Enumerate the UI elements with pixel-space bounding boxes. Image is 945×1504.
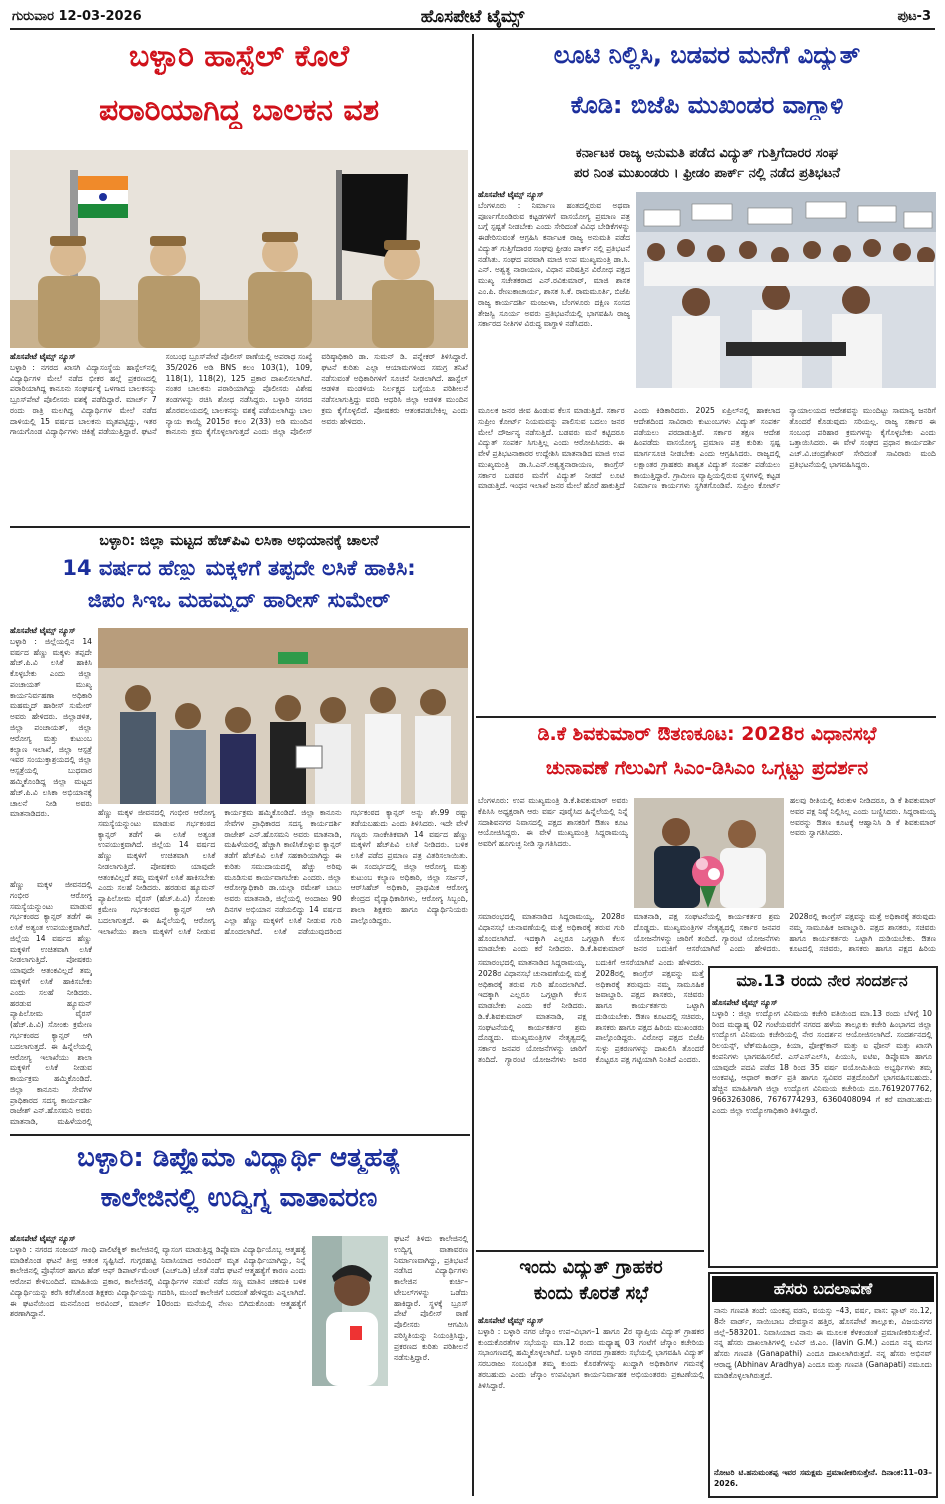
diploma-story bbox=[10, 1138, 468, 1496]
hpv-kicker: ಬಳ್ಳಾರಿ: ಜಿಲ್ಲಾ ಮಟ್ಟದ ಹೆಚ್‌ಪಿವಿ ಲಸಿಕಾ ಅಭಿಯಾನಕ್ಕೆ ಚಾಲನೆ bbox=[99, 533, 379, 549]
diploma-right-body bbox=[394, 1234, 468, 1494]
meeting-body bbox=[478, 1316, 704, 1494]
divider bbox=[476, 1250, 704, 1252]
hpv-main-body bbox=[98, 808, 468, 1128]
dks-left-text: ಬೆಂಗಳೂರು: ಉಪ ಮುಖ್ಯಮಂತ್ರಿ ಡಿ.ಕೆ.ಶಿವಕುಮಾರ್ ಅವರು ಕೆಪಿಸಿಸಿ ಅಧ್ಯಕ್ಷರಾಗಿ ಆರು ವರ್ಷ ಪೂರೈಸಿದ ಹಿನ್ನೆಲೆಯಲ್ಲಿ ನಿನ್ನೆ ಸದಾಶಿವನಗರ ನಿವಾಸದಲ್ಲಿ ಪಕ್ಷದ ಶಾಸಕರಿಗೆ ಔತಣ ಕೂಟ ಆಯೋಜಿಸಿದ್ದರು. ಈ ವೇಳೆ ಮುಖ್ಯಮಂತ್ರಿ ಸಿದ್ದರಾಮಯ್ಯ ಅವರಿಗೆ ಹೂಗುಚ್ಛ ನೀಡಿ ಸ್ವಾಗತಿಸಿದರು. bbox=[478, 796, 628, 849]
protest-headline-line1: ಲೂಟಿ ನಿಲ್ಲಿಸಿ, ಬಡವರ ಮನೆಗೆ ವಿದ್ಯುತ್ bbox=[553, 42, 861, 69]
meeting-headline-line2: ಕುಂದು ಕೊರತೆ ಸಭೆ bbox=[533, 1284, 649, 1304]
name-change-footer: ನೋಟರಿ ಟಿ.ಹನುಮಂತಪ್ಪ ಇವರ ಸಮಕ್ಷಮ ಪ್ರಮಾಣೀಕರಿಸುತ್ತೇನೆ. ದಿನಾಂಕ:11–03–2026. bbox=[714, 1468, 932, 1488]
protest-kicker-line2: ಪರ ನಿಂತ ಮುಖಂಡರು । ಫ್ರೀಡಂ ಪಾರ್ಕ್ ನಲ್ಲಿ ನಡೆದ ಪ್ರತಿಭಟನೆ bbox=[573, 166, 841, 181]
diploma-byline: ಹೊಸಪೇಟೆ ಟೈಮ್ಸ್ ನ್ಯೂಸ್ bbox=[10, 1234, 76, 1243]
diploma-right-text: ಘಟನೆ ತಿಳಿದು ಕಾಲೇಜಿನಲ್ಲಿ ಉದ್ವಿಗ್ನ ವಾತಾವರಣ ನಿರ್ಮಾಣವಾಗಿದ್ದು, ಪ್ರತಿಭಟನೆ ನಡೆಸಿದ ವಿದ್ಯಾರ್ಥಿಗಳು ಕಾಲೇಜಿನ ಕುರ್ಚಿ–ಟೇಬಲ್‌ಗಳನ್ನು ಒಡೆದು ಹಾಕಿದ್ದಾರೆ. ಸ್ಥಳಕ್ಕೆ ಬ್ರೂಸ್ ಪೇಟೆ ಪೊಲೀಸ್ ಠಾಣೆ ಪೊಲೀಸರು ಆಗಮಿಸಿ ಪರಿಸ್ಥಿತಿಯನ್ನು ನಿಯಂತ್ರಿಸಿದ್ದು, ಪ್ರಕರಣದ ಕುರಿತು ಪರಿಶೀಲನೆ ನಡೆಸುತ್ತಿದ್ದಾರೆ. bbox=[394, 1234, 468, 1362]
page-number: ಪುಟ-3 bbox=[897, 9, 931, 24]
protest-top-text: ಬೆಂಗಳೂರು : ನಿರ್ಮಾಣ ಹಂತದಲ್ಲಿರುವ ಅಥವಾ ಪೂರ್ಣಗೊಂಡಿರುವ ಕಟ್ಟಡಗಳಿಗೆ ವಾಸಯೋಗ್ಯ ಪ್ರಮಾಣ ಪತ್ರ ಬಗ್ಗೆ ಸ್ಪಷ್ಟತೆ ನೀಡಬೇಕು ಎಂದು ಸೇರಿದಂತೆ ವಿವಿಧ ಬೇಡಿಕೆಗಳನ್ನು ಈಡೇರಿಸುವಂತೆ ಆಗ್ರಹಿಸಿ ಕರ್ನಾಟಕ ರಾಜ್ಯ ಅನುಮತಿ ಪಡೆದ ವಿದ್ಯುತ್ ಗುತ್ತಿಗೆದಾರರ ಸಂಘವು ಫ್ರೀಡಂ ಪಾರ್ಕ್ ನಲ್ಲಿ ಪ್ರತಿಭಟನೆ ನಡೆಸಿತು. ಸಂಘದ ಪರವಾಗಿ ಮಾಜಿ ಉಪ ಮುಖ್ಯಮಂತ್ರಿ ಡಾ.ಸಿ. ಎನ್. ಅಶ್ವತ್ಥ ನಾರಾಯಣ, ವಿಧಾನ ಪರಿಷತ್ತಿನ ವಿರೋಧ ಪಕ್ಷದ ಮುಖ್ಯ ಸಚೇತಕರಾದ ಎನ್.ರವಿಕುಮಾರ್, ಮಾಜಿ ಶಾಸಕ ಎಂ.ಪಿ. ರೇಣುಕಾಚಾರ್ಯ, ಶಾಸಕ ಸಿ.ಕೆ. ರಾಮಮೂರ್ತಿ, ಬಿಜೆಪಿ ರಾಜ್ಯ ಕಾರ್ಯದರ್ಶಿ ಮಂಜುಳಾ, ಬೆಂಗಳೂರು ದಕ್ಷಿಣ ಸಂಸದ ತೇಜಸ್ವಿ ಸೂರ್ಯ ಅವರು ಪ್ರತಿಭಟನೆಯಲ್ಲಿ ಭಾಗವಹಿಸಿ ರಾಜ್ಯ ಸರ್ಕಾರದ ನೀತಿಗಳ ವಿರುದ್ಧ ವಾಗ್ದಾಳಿ ನಡೆಸಿದರು. bbox=[478, 200, 630, 329]
protest-byline: ಹೊಸಪೇಟೆ ಟೈಮ್ಸ್ ನ್ಯೂಸ್ bbox=[478, 190, 544, 199]
name-change-body bbox=[714, 1306, 932, 1466]
hostel-story bbox=[10, 34, 468, 522]
dks-cont-text: ಸಮಾರಂಭದಲ್ಲಿ ಮಾತನಾಡಿದ ಸಿದ್ದರಾಮಯ್ಯ, 2028ರ ವಿಧಾನಸಭೆ ಚುನಾವಣೆಯಲ್ಲಿ ಮತ್ತೆ ಅಧಿಕಾರಕ್ಕೆ ತರುವ ಗುರಿ ಹೊಂದಲಾಗಿದೆ. ಇದಕ್ಕಾಗಿ ಎಲ್ಲರೂ ಒಗ್ಗಟ್ಟಾಗಿ ಕೆಲಸ ಮಾಡಬೇಕು ಎಂದು ಕರೆ ನೀಡಿದರು. ಡಿ.ಕೆ.ಶಿವಕುಮಾರ್ ಮಾತನಾಡಿ, ಪಕ್ಷ ಸಂಘಟನೆಯಲ್ಲಿ ಕಾರ್ಯಕರ್ತರ ಶ್ರಮ ದೊಡ್ಡದು. ಮುಖ್ಯಮಂತ್ರಿಗಳ ನೇತೃತ್ವದಲ್ಲಿ ಸರ್ಕಾರ ಜನಪರ ಯೋಜನೆಗಳನ್ನು ಜಾರಿಗೆ ತಂದಿದೆ. ಗ್ಯಾರಂಟಿ ಯೋಜನೆಗಳು ಜನರ ಬದುಕಿಗೆ ಆಸರೆಯಾಗಿವೆ ಎಂದು ಹೇಳಿದರು. 2028ರಲ್ಲಿ ಕಾಂಗ್ರೆಸ್ ಪಕ್ಷವನ್ನು ಮತ್ತೆ ಅಧಿಕಾರಕ್ಕೆ ತರುವುದು ನಮ್ಮ ಸಾಮೂಹಿಕ ಜವಾಬ್ದಾರಿ. ಪಕ್ಷದ ಶಾಸಕರು, ಸಚಿವರು ಹಾಗೂ ಕಾರ್ಯಕರ್ತರು ಒಟ್ಟಾಗಿ ದುಡಿಯಬೇಕು. ಔತಣ ಕೂಟದಲ್ಲಿ ಸಚಿವರು, ಶಾಸಕರು ಹಾಗೂ ಪಕ್ಷದ ಹಿರಿಯ ಮುಖಂಡರು ಪಾಲ್ಗೊಂಡಿದ್ದರು. ವಿರೋಧ ಪಕ್ಷದ ಬಿಜೆಪಿ ಸುಳ್ಳು ಪ್ರಕರಣಗಳನ್ನು ದಾಖಲಿಸಿ ತೊಂದರೆ ಕೊಟ್ಟರೂ ಪಕ್ಷ ಗಟ್ಟಿಯಾಗಿ ನಿಂತಿದೆ ಎಂದರು. bbox=[478, 958, 704, 1065]
student-portrait bbox=[312, 1236, 388, 1386]
meeting-story bbox=[478, 1254, 704, 1496]
mar13-byline: ಹೊಸಪೇಟೆ ಟೈಮ್ಸ್ ನ್ಯೂಸ್ bbox=[712, 998, 778, 1007]
dks-bottom-body bbox=[478, 912, 936, 956]
hpv-event-photo bbox=[98, 628, 468, 804]
dks-bottom-text: ಸಮಾರಂಭದಲ್ಲಿ ಮಾತನಾಡಿದ ಸಿದ್ದರಾಮಯ್ಯ, 2028ರ ವಿಧಾನಸಭೆ ಚುನಾವಣೆಯಲ್ಲಿ ಮತ್ತೆ ಅಧಿಕಾರಕ್ಕೆ ತರುವ ಗುರಿ ಹೊಂದಲಾಗಿದೆ. ಇದಕ್ಕಾಗಿ ಎಲ್ಲರೂ ಒಗ್ಗಟ್ಟಾಗಿ ಕೆಲಸ ಮಾಡಬೇಕು ಎಂದು ಕರೆ ನೀಡಿದರು. ಡಿ.ಕೆ.ಶಿವಕುಮಾರ್ ಮಾತನಾಡಿ, ಪಕ್ಷ ಸಂಘಟನೆಯಲ್ಲಿ ಕಾರ್ಯಕರ್ತರ ಶ್ರಮ ದೊಡ್ಡದು. ಮುಖ್ಯಮಂತ್ರಿಗಳ ನೇತೃತ್ವದಲ್ಲಿ ಸರ್ಕಾರ ಜನಪರ ಯೋಜನೆಗಳನ್ನು ಜಾರಿಗೆ ತಂದಿದೆ. ಗ್ಯಾರಂಟಿ ಯೋಜನೆಗಳು ಜನರ ಬದುಕಿಗೆ ಆಸರೆಯಾಗಿವೆ ಎಂದು ಹೇಳಿದರು. 2028ರಲ್ಲಿ ಕಾಂಗ್ರೆಸ್ ಪಕ್ಷವನ್ನು ಮತ್ತೆ ಅಧಿಕಾರಕ್ಕೆ ತರುವುದು ನಮ್ಮ ಸಾಮೂಹಿಕ ಜವಾಬ್ದಾರಿ. ಪಕ್ಷದ ಶಾಸಕರು, ಸಚಿವರು ಹಾಗೂ ಕಾರ್ಯಕರ್ತರು ಒಟ್ಟಾಗಿ ದುಡಿಯಬೇಕು. ಔತಣ ಕೂಟದಲ್ಲಿ ಸಚಿವರು, ಶಾಸಕರು ಹಾಗೂ ಪಕ್ಷದ ಹಿರಿಯ bbox=[478, 912, 936, 954]
dks-headline-line2: ಚುನಾವಣೆ ಗೆಲುವಿಗೆ ಸಿಎಂ-ಡಿಸಿಎಂ ಒಗ್ಗಟ್ಟು ಪ್ರದರ್ಶನ bbox=[545, 758, 869, 779]
diploma-headline-line2: ಕಾಲೇಜಿನಲ್ಲಿ ಉದ್ವಿಗ್ನ ವಾತಾವರಣ bbox=[100, 1184, 378, 1213]
hpv-side-text-cont: ಹೆಣ್ಣು ಮಕ್ಕಳ ಜೀವನದಲ್ಲಿ ಗಂಭೀರ ಆರೋಗ್ಯ ಸಮಸ್ಯೆಯನ್ನುಂಟು ಮಾಡುವ ಗರ್ಭಕಂಠದ ಕ್ಯಾನ್ಸರ್ ತಡೆಗೆ ಈ ಲಸಿಕೆ ಅತ್ಯಂತ ಉಪಯುಕ್ತವಾಗಿದೆ. ಜಿಲ್ಲೆಯ 14 ವರ್ಷದ ಹೆಣ್ಣು ಮಕ್ಕಳಿಗೆ ಉಚಿತವಾಗಿ ಲಸಿಕೆ ನೀಡಲಾಗುತ್ತಿದೆ. ಪೋಷಕರು ಯಾವುದೇ ಆತಂಕವಿಲ್ಲದೆ ತಮ್ಮ ಮಕ್ಕಳಿಗೆ ಲಸಿಕೆ ಹಾಕಿಸಬೇಕು ಎಂದು ಸಲಹೆ ನೀಡಿದರು. ಹರಡುವ ಹ್ಯೂಮನ್ ಪ್ಯಾಪಿಲೋಮ ವೈರಸ್ (ಹೆಚ್.ಪಿ.ವಿ) ಸೋಂಕು ಕ್ರಮೇಣ ಗರ್ಭಕಂಠದ ಕ್ಯಾನ್ಸರ್ ಆಗಿ ಬದಲಾಗುತ್ತದೆ. ಈ ಹಿನ್ನೆಲೆಯಲ್ಲಿ ಆರೋಗ್ಯ ಇಲಾಖೆಯು ಶಾಲಾ ಮಕ್ಕಳಿಗೆ ಲಸಿಕೆ ನೀಡುವ ಕಾರ್ಯಕ್ರಮ ಹಮ್ಮಿಕೊಂಡಿದೆ. ಜಿಲ್ಲಾ ಕಾನೂನು ಸೇವೆಗಳ ಪ್ರಾಧಿಕಾರದ ಸದಸ್ಯ ಕಾರ್ಯದರ್ಶಿ ರಾಜೇಶ್ ಎನ್.ಹೊಸಮನಿ ಅವರು ಮಾತನಾಡಿ, ಮಹಿಳೆಯರಲ್ಲಿ bbox=[10, 880, 92, 1127]
name-change-text: ನಾನು ಗಣಪತಿ ತಂದೆ: ಯಂಕಪ್ಪ ವಡನಿ, ವಯಸ್ಸು –43, ವರ್ಷ, ವಾಸ: ಫ್ಲಾಟ್ ನಂ.12, 8ನೇ ವಾರ್ಡ್, ಸಾಯಿಬಾಬ ದೇವಸ್ಥಾನ ಹತ್ತಿರ, ಹೊಸಪೇಟೆ ತಾಲ್ಲೂಕು, ವಿಜಯನಗರ ಜಿಲ್ಲೆ–583201. ನಿವಾಸಿಯಾದ ನಾನು ಈ ಮೂಲಕ ಕೆಳಕಂಡಂತೆ ಪ್ರಮಾಣೀಕರಿಸುತ್ತೇನೆ. ನನ್ನ ಹೆಸರು ದಾಖಲಾತಿಗಳಲ್ಲಿ ಲವಿನ್ ಜಿ.ಎಂ. (lavin G.M.) ಎಂದೂ ನನ್ನ ಮಗನ ಹೆಸರು ಗಣಪತಿ (Ganapathi) ಎಂದೂ ದಾಖಲಾಗಿರುತ್ತದೆ. ನನ್ನ ಹೆಸರು ಅಭಿನವ್ ಆರಾಧ್ಯ (Abhinav Aradhya) ಎಂದೂ ಮತ್ತು ಗಣಪತಿ (Ganapati) ನಮೂದು ಮಾಡಿಕೊಳ್ಳಲಾಗಿರುತ್ತದೆ. bbox=[714, 1306, 932, 1380]
hpv-main-text: ಹೆಣ್ಣು ಮಕ್ಕಳ ಜೀವನದಲ್ಲಿ ಗಂಭೀರ ಆರೋಗ್ಯ ಸಮಸ್ಯೆಯನ್ನುಂಟು ಮಾಡುವ ಗರ್ಭಕಂಠದ ಕ್ಯಾನ್ಸರ್ ತಡೆಗೆ ಈ ಲಸಿಕೆ ಅತ್ಯಂತ ಉಪಯುಕ್ತವಾಗಿದೆ. ಜಿಲ್ಲೆಯ 14 ವರ್ಷದ ಹೆಣ್ಣು ಮಕ್ಕಳಿಗೆ ಉಚಿತವಾಗಿ ಲಸಿಕೆ ನೀಡಲಾಗುತ್ತಿದೆ. ಪೋಷಕರು ಯಾವುದೇ ಆತಂಕವಿಲ್ಲದೆ ತಮ್ಮ ಮಕ್ಕಳಿಗೆ ಲಸಿಕೆ ಹಾಕಿಸಬೇಕು ಎಂದು ಸಲಹೆ ನೀಡಿದರು. ಹರಡುವ ಹ್ಯೂಮನ್ ಪ್ಯಾಪಿಲೋಮ ವೈರಸ್ (ಹೆಚ್.ಪಿ.ವಿ) ಸೋಂಕು ಕ್ರಮೇಣ ಗರ್ಭಕಂಠದ ಕ್ಯಾನ್ಸರ್ ಆಗಿ ಬದಲಾಗುತ್ತದೆ. ಈ ಹಿನ್ನೆಲೆಯಲ್ಲಿ ಆರೋಗ್ಯ ಇಲಾಖೆಯು ಶಾಲಾ ಮಕ್ಕಳಿಗೆ ಲಸಿಕೆ ನೀಡುವ ಕಾರ್ಯಕ್ರಮ ಹಮ್ಮಿಕೊಂಡಿದೆ. ಜಿಲ್ಲಾ ಕಾನೂನು ಸೇವೆಗಳ ಪ್ರಾಧಿಕಾರದ ಸದಸ್ಯ ಕಾರ್ಯದರ್ಶಿ ರಾಜೇಶ್ ಎನ್.ಹೊಸಮನಿ ಅವರು ಮಾತನಾಡಿ, ಮಹಿಳೆಯರಲ್ಲಿ ಹೆಚ್ಚಾಗಿ ಕಾಣಿಸಿಕೊಳ್ಳುವ ಕ್ಯಾನ್ಸರ್ ತಡೆಗೆ ಹೆಚ್‌ಪಿವಿ ಲಸಿಕೆ ಸಹಕಾರಿಯಾಗಿದ್ದು ಈ ಕುರಿತು ಸಮುದಾಯದಲ್ಲಿ ಹೆಚ್ಚು ಅರಿವು ಮೂಡಿಸುವ ಕಾರ್ಯವಾಗಬೇಕು ಎಂದರು. ಜಿಲ್ಲಾ ಆರೋಗ್ಯಾಧಿಕಾರಿ ಡಾ.ಯಲ್ಲಾ ರಮೇಶ್ ಬಾಬು ಅವರು ಮಾತನಾಡಿ, ಜಿಲ್ಲೆಯಲ್ಲಿ ಅಂದಾಜು 90 ದಿನಗಳ ಅಭಿಯಾನ ನಡೆಯಲಿದ್ದು 14 ವರ್ಷದ ಎಲ್ಲಾ ಹೆಣ್ಣು ಮಕ್ಕಳಿಗೆ ಲಸಿಕೆ ನೀಡುವ ಗುರಿ ಹೊಂದಲಾಗಿದೆ. ಲಸಿಕೆ ಪಡೆಯುವುದರಿಂದ ಗರ್ಭಕಂಠದ ಕ್ಯಾನ್ಸರ್ ಅನ್ನು ಶೇ.99 ರಷ್ಟು ತಡೆಯಬಹುದು ಎಂದು ತಿಳಿಸಿದರು. ಇದೇ ವೇಳೆ ಗಣ್ಯರು ಸಾಂಕೇತಿಕವಾಗಿ 14 ವರ್ಷದ ಹೆಣ್ಣು ಮಕ್ಕಳಿಗೆ ಹೆಚ್‌ಪಿವಿ ಲಸಿಕೆ ನೀಡಿದರು. ಬಳಿಕ ಲಸಿಕೆ ಪಡೆದ ಪ್ರಮಾಣ ಪತ್ರ ವಿತರಿಸಲಾಯಿತು. ಈ ಸಂದರ್ಭದಲ್ಲಿ ಜಿಲ್ಲಾ ಆರೋಗ್ಯ ಮತ್ತು ಕುಟುಂಬ ಕಲ್ಯಾಣ ಅಧಿಕಾರಿ, ಜಿಲ್ಲಾ ಸರ್ಜನ್, ಆರ್‌ಸಿಹೆಚ್ ಅಧಿಕಾರಿ, ಪ್ರಾಥಮಿಕ ಆರೋಗ್ಯ ಕೇಂದ್ರದ ವೈದ್ಯಾಧಿಕಾರಿಗಳು, ಆರೋಗ್ಯ ಸಿಬ್ಬಂದಿ, ಶಾಲಾ ಶಿಕ್ಷಕರು ಹಾಗೂ ವಿದ್ಯಾರ್ಥಿನಿಯರು ಪಾಲ್ಗೊಂಡಿದ್ದರು. bbox=[98, 808, 468, 936]
hostel-body bbox=[10, 352, 468, 520]
dks-cont-body bbox=[478, 958, 704, 1246]
diploma-body bbox=[10, 1234, 306, 1494]
hpv-byline: ಹೊಸಪೇಟೆ ಟೈಮ್ಸ್ ನ್ಯೂಸ್ bbox=[10, 626, 76, 635]
mar13-body bbox=[712, 998, 932, 1258]
column-divider bbox=[472, 34, 474, 1496]
name-change-notice bbox=[714, 1306, 932, 1492]
mar13-text: ಬಳ್ಳಾರಿ : ಜಿಲ್ಲಾ ಉದ್ಯೋಗ ವಿನಿಮಯ ಕಚೇರಿ ವತಿಯಿಂದ ಮಾ.13 ರಂದು ಬೆಳಿಗ್ಗೆ 10 ರಿಂದ ಮಧ್ಯಾಹ್ನ 02 ಗಂಟೆಯವರೆಗೆ ನಗರದ ಹಳೆಯ ತಾಲ್ಲೂಕು ಕಚೇರಿ ಹಿಂಭಾಗದ ಜಿಲ್ಲಾ ಉದ್ಯೋಗ ವಿನಿಮಯ ಕಚೇರಿಯಲ್ಲಿ ನೇರ ಸಂದರ್ಶನ ಆಯೋಜಿಸಲಾಗಿದೆ. ಸಂದರ್ಶನದಲ್ಲಿ ರಿಲಯನ್ಸ್, ಟೆಕ್‌ಮಹಿಂದ್ರಾ, ಕಿಯಾ, ಫೋಕ್ಸ್‌ಕಾನ್ ಮತ್ತು ಐ ಫೋನ್ ಮತ್ತು ಖಾಸಗಿ ಕಂಪನಿಗಳು ಭಾಗವಹಿಸಲಿವೆ. ಎಸ್‌ಎಸ್‌ಎಲ್‌ಸಿ, ಪಿಯುಸಿ, ಐಟಿಐ, ಡಿಪ್ಲೊಮಾ ಹಾಗೂ ಯಾವುದೇ ಪದವಿ ಪಡೆದ 18 ರಿಂದ 35 ವರ್ಷ ವಯೋಮಿತಿಯ ಅಭ್ಯರ್ಥಿಗಳು ತಮ್ಮ ಅಂಕಪಟ್ಟಿ, ಆಧಾರ್ ಕಾರ್ಡ್ ಪ್ರತಿ ಹಾಗೂ ಸ್ವವಿವರ ಪತ್ರದೊಂದಿಗೆ ಭಾಗವಹಿಸಬಹುದು. ಹೆಚ್ಚಿನ ಮಾಹಿತಿಗಾಗಿ ಜಿಲ್ಲಾ ಉದ್ಯೋಗ ವಿನಿಮಯ ಕಚೇರಿಯ ದೂ.7619207762, 9663263086, 7676774293, 6360408094 ಗೆ ಕರೆ ಮಾಡಬಹುದು ಎಂದು ಜಿಲ್ಲಾ ಉದ್ಯೋಗಾಧಿಕಾರಿ ತಿಳಿಸಿದ್ದಾರೆ. bbox=[712, 1008, 932, 1115]
hpv-side-body bbox=[10, 626, 92, 876]
mar13-story bbox=[712, 970, 932, 1260]
divider bbox=[10, 526, 470, 528]
protest-photo-sidebody bbox=[636, 392, 936, 404]
dks-story-cont bbox=[478, 958, 704, 1248]
hostel-byline: ಹೊಸಪೇಟೆ ಟೈಮ್ಸ್ ನ್ಯೂಸ್ bbox=[10, 352, 76, 361]
dks-story bbox=[478, 720, 936, 956]
protest-main-body bbox=[478, 406, 936, 712]
hpv-headline-line1: 14 ವರ್ಷದ ಹೆಣ್ಣು ಮಕ್ಕಳಿಗೆ ತಪ್ಪದೇ ಲಸಿಕೆ ಹಾಕಿಸಿ: bbox=[62, 556, 416, 580]
meeting-headline-line1: ಇಂದು ವಿದ್ಯುತ್ ಗ್ರಾಹಕರ bbox=[519, 1258, 663, 1278]
diploma-text: ಬಳ್ಳಾರಿ : ನಗರದ ಸಂಜಯ್ ಗಾಂಧಿ ಪಾಲಿಟೆಕ್ನಿಕ್ ಕಾಲೇಜಿನಲ್ಲಿ ವ್ಯಾಸಂಗ ಮಾಡುತ್ತಿದ್ದ ಡಿಪ್ಲೊಮಾ ವಿದ್ಯಾರ್ಥಿಯೊಬ್ಬ ಆತ್ಮಹತ್ಯೆ ಮಾಡಿಕೊಂಡ ಘಟನೆ ತೀವ್ರ ಆತಂಕ ಸೃಷ್ಟಿಸಿದೆ. ಗುಗ್ಗರಹಟ್ಟಿ ನಿವಾಸಿಯಾದ ಅರವಿಂದ್ ಮೃತ ವಿದ್ಯಾರ್ಥಿಯಾಗಿದ್ದು, ನಿನ್ನೆ ಕಾಲೇಜಿನಲ್ಲಿ ಪ್ರೊಫೆಸರ್ ಹಾಗೂ ಹೆಡ್ ಆಫ್ ಡಿಪಾರ್ಟ್‌ಮೆಂಟ್ (ಎಚ್‌ಒಡಿ) ಜೊತೆ ನಡೆದ ಘಟನೆ ಆತ್ಮಹತ್ಯೆಗೆ ಕಾರಣ ಎಂದು ಆರೋಪ ಕೇಳಿಬಂದಿದೆ. ಮಾಹಿತಿಯ ಪ್ರಕಾರ, ಕಾಲೇಜಿನಲ್ಲಿ ವಿದ್ಯಾರ್ಥಿಗಳ ನಡುವೆ ನಡೆದ ಸಣ್ಣ ಮಾತಿನ ಚಕಮಕಿ ಬಳಿಕ ವಿದ್ಯಾರ್ಥಿಯನ್ನು ಕರೆಸಿ ಕರೆಸಿಕೊಂಡ ಶಿಕ್ಷಕರು ವಿದ್ಯಾರ್ಥಿಯನ್ನು ಗದರಿಸಿ, ಮುಂದೆ ಕಾಲೇಜಿಗೆ ಬರದಂತೆ ಹೇಳಿದ್ದರು ಎನ್ನಲಾಗಿದೆ. ಈ ಘಟನೆಯಿಂದ ಮನನೊಂದ ಅರವಿಂದ್, ಮಾರ್ಚ್ 10ರಂದು ಮನೆಯಲ್ಲಿ ನೇಣು ಬಿಗಿದುಕೊಂಡು ಆತ್ಮಹತ್ಯೆಗೆ ಶರಣಾಗಿದ್ದಾನೆ. bbox=[10, 1244, 306, 1319]
dks-right-body bbox=[790, 796, 936, 910]
name-change-headline: ಹೆಸರು ಬದಲಾವಣೆ bbox=[712, 1276, 934, 1302]
page-header bbox=[10, 6, 935, 30]
protest-main-text: ಮೂಲಕ ಜನರ ಜೀವ ಹಿಂಡುವ ಕೆಲಸ ಮಾಡುತ್ತಿದೆ. ಸರ್ಕಾರ ಸುಪ್ರೀಂ ಕೋರ್ಟ್ ನಿಯಮವನ್ನು ಪಾಲಿಸುವ ಬದಲು ಜನರ ಮೇಲೆ ದೌರ್ಜನ್ಯ ನಡೆಸುತ್ತಿದೆ. ಬಡವರು ಮನೆ ಕಟ್ಟಿದರೂ ವಿದ್ಯುತ್ ಸಂಪರ್ಕ ಸಿಗುತ್ತಿಲ್ಲ ಎಂದು ಆರೋಪಿಸಿದರು. ಈ ವೇಳೆ ಪ್ರತಿಭಟನಾಕಾರರ ಉದ್ದೇಶಿಸಿ ಮಾತನಾಡಿದ ಮಾಜಿ ಉಪ ಮುಖ್ಯಮಂತ್ರಿ ಡಾ.ಸಿ.ಎನ್.ಅಶ್ವತ್ಥನಾರಾಯಣ, ಕಾಂಗ್ರೆಸ್ ಸರ್ಕಾರ ಬಡವರ ಮನೆಗೆ ವಿದ್ಯುತ್ ನೀಡದೆ ಲೂಟಿ ಮಾಡುತ್ತಿದೆ. ಇಂಧನ ಇಲಾಖೆ ಜನರ ಮೇಲೆ ಹೊರೆ ಹಾಕುತ್ತಿದೆ ಎಂದು ಕಿಡಿಕಾರಿದರು. 2025 ಏಪ್ರಿಲ್‌ನಲ್ಲಿ ಹಾಕಲಾದ ಆದೇಶದಿಂದ ಸಾವಿರಾರು ಕುಟುಂಬಗಳು ವಿದ್ಯುತ್ ಸಂಪರ್ಕ ಪಡೆಯಲು ಪರದಾಡುತ್ತಿವೆ. ಸರ್ಕಾರ ತಕ್ಷಣ ಆದೇಶ ಹಿಂಪಡೆದು ವಾಸಯೋಗ್ಯ ಪ್ರಮಾಣ ಪತ್ರ ಕುರಿತು ಸ್ಪಷ್ಟ ಮಾರ್ಗಸೂಚಿ ನೀಡಬೇಕು ಎಂದು ಆಗ್ರಹಿಸಿದರು. ರಾಜ್ಯದಲ್ಲಿ ಲಕ್ಷಾಂತರ ಗ್ರಾಹಕರು ಶಾಶ್ವತ ವಿದ್ಯುತ್ ಸಂಪರ್ಕ ಪಡೆಯಲು ಕಾಯುತ್ತಿದ್ದಾರೆ. ಗ್ರಾಮೀಣ ವ್ಯಾಪ್ತಿಯಲ್ಲಿರುವ ಸ್ಥಳಗಳಲ್ಲಿ ಕಟ್ಟಡ ನಿರ್ಮಾಣ ಕಾರ್ಯಗಳು ಸ್ಥಗಿತಗೊಂಡಿವೆ. ಸುಪ್ರೀಂ ಕೋರ್ಟ್ ನ್ಯಾಯಾಲಯದ ಆದೇಶವನ್ನು ಮುಂದಿಟ್ಟು ಸಾಮಾನ್ಯ ಜನರಿಗೆ ತೊಂದರೆ ಕೊಡುವುದು ಸರಿಯಲ್ಲ. ರಾಜ್ಯ ಸರ್ಕಾರ ಈ ಸಂಬಂಧ ಪರಿಹಾರ ಕ್ರಮಗಳನ್ನು ಕೈಗೊಳ್ಳಬೇಕು ಎಂದು ಒತ್ತಾಯಿಸಿದರು. ಈ ವೇಳೆ ಸಂಘದ ಪ್ರಧಾನ ಕಾರ್ಯದರ್ಶಿ ಎಚ್.ವಿ.ಚಂದ್ರಶೇಖರ್ ಸೇರಿದಂತೆ ಸಾವಿರಾರು ಮಂದಿ ಪ್ರತಿಭಟನೆಯಲ್ಲಿ ಭಾಗವಹಿಸಿದ್ದರು. bbox=[478, 406, 936, 491]
hpv-headline-line2: ಜಿಪಂ ಸಿಇಒ ಮಹಮ್ಮದ್ ಹಾರೀಸ್ ಸುಮೇರ್ bbox=[87, 588, 391, 612]
protest-top-body bbox=[478, 190, 630, 402]
protest-headline-line2: ಕೊಡಿ: ಬಿಜೆಪಿ ಮುಖಂಡರ ವಾಗ್ದಾಳಿ bbox=[570, 92, 844, 119]
hpv-side-body-cont bbox=[10, 880, 92, 1128]
header-date: ಗುರುವಾರ 12-03-2026 bbox=[12, 9, 142, 24]
divider bbox=[476, 716, 936, 718]
protest-story bbox=[478, 34, 936, 714]
hostel-text: ಬಳ್ಳಾರಿ : ನಗರದ ಖಾಸಗಿ ವಿದ್ಯಾಸಂಸ್ಥೆಯ ಹಾಸ್ಟೆಲ್‌ನಲ್ಲಿ ವಿದ್ಯಾರ್ಥಿಗಳ ಮೇಲೆ ನಡೆದ ಭೀಕರ ಹಲ್ಲೆ ಪ್ರಕರಣದಲ್ಲಿ ಪರಾರಿಯಾಗಿದ್ದ ಕಾನೂನು ಸಂಘರ್ಷಕ್ಕೆ ಒಳಗಾದ ಬಾಲಕನನ್ನು ಬ್ರೂಸ್‌ಪೇಟೆ ಪೊಲೀಸರು ವಶಕ್ಕೆ ಪಡೆದಿದ್ದಾರೆ. ಮಾರ್ಚ್ 7 ರಂದು ರಾತ್ರಿ ಮಲಗಿದ್ದ ವಿದ್ಯಾರ್ಥಿಗಳ ಮೇಲೆ ನಡೆದ ದಾಳಿಯಲ್ಲಿ 15 ವರ್ಷದ ಬಾಲಕನು ಮೃತಪಟ್ಟಿದ್ದು, ಇತರ ಗಾಯಗೊಂಡ ವಿದ್ಯಾರ್ಥಿಗಳು ಚಿಕಿತ್ಸೆ ಪಡೆಯುತ್ತಿದ್ದಾರೆ. ಘಟನೆ ಸಂಬಂಧ ಬ್ರೂಸ್‌ಪೇಟೆ ಪೊಲೀಸ್ ಠಾಣೆಯಲ್ಲಿ ಅಪರಾಧ ಸಂಖ್ಯೆ 35/2026 ಅಡಿ BNS ಕಲಂ 103(1), 109, 118(1), 118(2), 125 ಪ್ರಕಾರ ದಾಖಲಿಸಲಾಗಿದೆ. ನಂತರ ಬಾಲಕನು ಪರಾರಿಯಾಗಿದ್ದು ಪೊಲೀಸರು ವಿಶೇಷ ತಂಡಗಳನ್ನು ರಚಿಸಿ ಶೋಧ ನಡೆಸಿದ್ದರು. ಬಳ್ಳಾರಿ ನಗರದ ಹೊರವಲಯದಲ್ಲಿ ಬಾಲಕನನ್ನು ವಶಕ್ಕೆ ಪಡೆಯಲಾಗಿದ್ದು ಬಾಲ ನ್ಯಾಯ ಕಾಯ್ದೆ 2015ರ ಕಲಂ 2(33) ಅಡಿ ಮುಂದಿನ ಕಾನೂನು ಕ್ರಮ ಕೈಗೊಳ್ಳಲಾಗುತ್ತದೆ ಎಂದು ಜಿಲ್ಲಾ ಪೊಲೀಸ್ ವರಿಷ್ಠಾಧಿಕಾರಿ ಡಾ. ಸುಮನ್ ಡಿ. ಪನ್ನೇಕರ್ ತಿಳಿಸಿದ್ದಾರೆ. ಘಟನೆ ಕುರಿತು ಎಲ್ಲಾ ಆಯಾಮಗಳಿಂದ ಸಮಗ್ರ ತನಿಖೆ ನಡೆಸುವಂತೆ ಅಧಿಕಾರಿಗಳಿಗೆ ಸೂಚನೆ ನೀಡಲಾಗಿದೆ. ಹಾಸ್ಟೆಲ್ ಆಡಳಿತ ಮಂಡಳಿಯ ನಿರ್ಲಕ್ಷ್ಯದ ಬಗ್ಗೆಯೂ ಪರಿಶೀಲನೆ ನಡೆಸಲಾಗುತ್ತಿದ್ದು ವರದಿ ಆಧರಿಸಿ ಜಿಲ್ಲಾ ಆಡಳಿತ ಮುಂದಿನ ಕ್ರಮ ಕೈಗೊಳ್ಳಲಿದೆ. ಪೋಷಕರು ಆತಂಕಪಡಬೇಕಿಲ್ಲ ಎಂದು ಅವರು ಹೇಳಿದರು. bbox=[10, 352, 468, 437]
dks-left-body bbox=[478, 796, 628, 910]
hostel-headline-line2: ಪರಾರಿಯಾಗಿದ್ದ ಬಾಲಕನ ವಶ bbox=[98, 94, 380, 128]
name-change-footer-wrap bbox=[714, 1468, 932, 1492]
diploma-headline-line1: ಬಳ್ಳಾರಿ: ಡಿಪ್ಲೊಮಾ ವಿದ್ಯಾರ್ಥಿ ಆತ್ಮಹತ್ಯೆ bbox=[77, 1144, 401, 1173]
cm-dcm-photo bbox=[634, 798, 784, 908]
hostel-headline-line1: ಬಳ್ಳಾರಿ ಹಾಸ್ಟೆಲ್ ಕೊಲೆ bbox=[128, 40, 350, 74]
divider bbox=[10, 1134, 470, 1136]
meeting-byline: ಹೊಸಪೇಟೆ ಟೈಮ್ಸ್ ನ್ಯೂಸ್ bbox=[478, 1316, 544, 1325]
hpv-side-text: ಬಳ್ಳಾರಿ : ಜಿಲ್ಲೆಯಲ್ಲಿನ 14 ವರ್ಷದ ಹೆಣ್ಣು ಮಕ್ಕಳು ತಪ್ಪದೇ ಹೆಚ್.ಪಿ.ವಿ ಲಸಿಕೆ ಹಾಕಿಸಿ ಕೊಳ್ಳಬೇಕು ಎಂದು ಜಿಲ್ಲಾ ಪಂಚಾಯತ್ ಮುಖ್ಯ ಕಾರ್ಯನಿರ್ವಹಣಾ ಅಧಿಕಾರಿ ಮಹಮ್ಮದ್ ಹಾರೀಸ್ ಸುಮೇರ್ ಅವರು ಹೇಳಿದರು. ಜಿಲ್ಲಾಡಳಿತ, ಜಿಲ್ಲಾ ಪಂಚಾಯತ್, ಜಿಲ್ಲಾ ಆರೋಗ್ಯ ಮತ್ತು ಕುಟುಂಬ ಕಲ್ಯಾಣ ಇಲಾಖೆ, ಜಿಲ್ಲಾ ಆಸ್ಪತ್ರೆ ಇವರ ಸಂಯುಕ್ತಾಶ್ರಯದಲ್ಲಿ ಜಿಲ್ಲಾ ಆಸ್ಪತ್ರೆಯಲ್ಲಿ ಬುಧವಾರ ಹಮ್ಮಿಕೊಂಡಿದ್ದ ಜಿಲ್ಲಾ ಮಟ್ಟದ ಹೆಚ್.ಪಿ.ವಿ ಲಸಿಕಾ ಅಭಿಯಾನಕ್ಕೆ ಚಾಲನೆ ನೀಡಿ ಅವರು ಮಾತನಾಡಿದರು. bbox=[10, 636, 92, 819]
dks-headline-line1: ಡಿ.ಕೆ ಶಿವಕುಮಾರ್ ಔತಣಕೂಟ: 2028ರ ವಿಧಾನಸಭೆ bbox=[537, 724, 877, 745]
protest-kicker-line1: ಕರ್ನಾಟಕ ರಾಜ್ಯ ಅನುಮತಿ ಪಡೆದ ವಿದ್ಯುತ್ ಗುತ್ತಿಗೆದಾರರ ಸಂಘ bbox=[575, 146, 839, 161]
meeting-text: ಬಳ್ಳಾರಿ : ಬಳ್ಳಾರಿ ನಗರ ಜೆಸ್ಕಾಂ ಉಪ–ವಿಭಾಗ–1 ಹಾಗೂ 2ರ ವ್ಯಾಪ್ತಿಯ ವಿದ್ಯುತ್ ಗ್ರಾಹಕರ ಕುಂದುಕೊರತೆಗಳ ಸಭೆಯನ್ನು ಮಾ.12 ರಂದು ಮಧ್ಯಾಹ್ನ 03 ಗಂಟೆಗೆ ಜೆಸ್ಕಾಂ ಕಚೇರಿಯ ಸಭಾಂಗಣದಲ್ಲಿ ಹಮ್ಮಿಕೊಳ್ಳಲಾಗಿದೆ. ಬಳ್ಳಾರಿ ನಗರದ ಗ್ರಾಹಕರು ಸಭೆಯಲ್ಲಿ ಭಾಗವಹಿಸಿ ವಿದ್ಯುತ್ ಸರಬರಾಜು ಸಂಬಂಧಿತ ತಮ್ಮ ಕುಂದು ಕೊರತೆಗಳನ್ನು ಖುದ್ದಾಗಿ ಅಧಿಕಾರಿಗಳ ಗಮನಕ್ಕೆ ತರಬಹುದು ಎಂದು ಜೆಸ್ಕಾಂ ಉಪವಿಭಾಗ ಕಾರ್ಯನಿರ್ವಾಹಕ ಅಭಿಯಂತರರು ಪ್ರಕಟಣೆಯಲ್ಲಿ ತಿಳಿಸಿದ್ದಾರೆ. bbox=[478, 1326, 704, 1390]
protest-photo bbox=[636, 192, 936, 388]
police-press-photo bbox=[10, 150, 468, 348]
mar13-headline: ಮಾ.13 ರಂದು ನೇರ ಸಂದರ್ಶನ bbox=[736, 972, 908, 990]
dks-right-text: ಹಲವು ರೀತಿಯಲ್ಲಿ ಕಿರುಕುಳ ನೀಡಿದರೂ, ಡಿ ಕೆ ಶಿವಕುಮಾರ್ ಅವರ ಪಕ್ಷ ನಿಷ್ಠೆ ನಿಲ್ಲಿಸಿಲ್ಲ ಎಂದು ಬಣ್ಣಿಸಿದರು. ಸಿದ್ದರಾಮಯ್ಯ ಅವರನ್ನು ಔತಣ ಕೂಟಕ್ಕೆ ಆಹ್ವಾನಿಸಿ ಡಿ ಕೆ ಶಿವಕುಮಾರ್ ಅವರು ಸ್ವಾಗತಿಸಿದರು. bbox=[790, 796, 936, 838]
masthead: ಹೊಸಪೇಟೆ ಟೈಮ್ಸ್ bbox=[420, 7, 525, 27]
hpv-story bbox=[10, 530, 468, 1130]
